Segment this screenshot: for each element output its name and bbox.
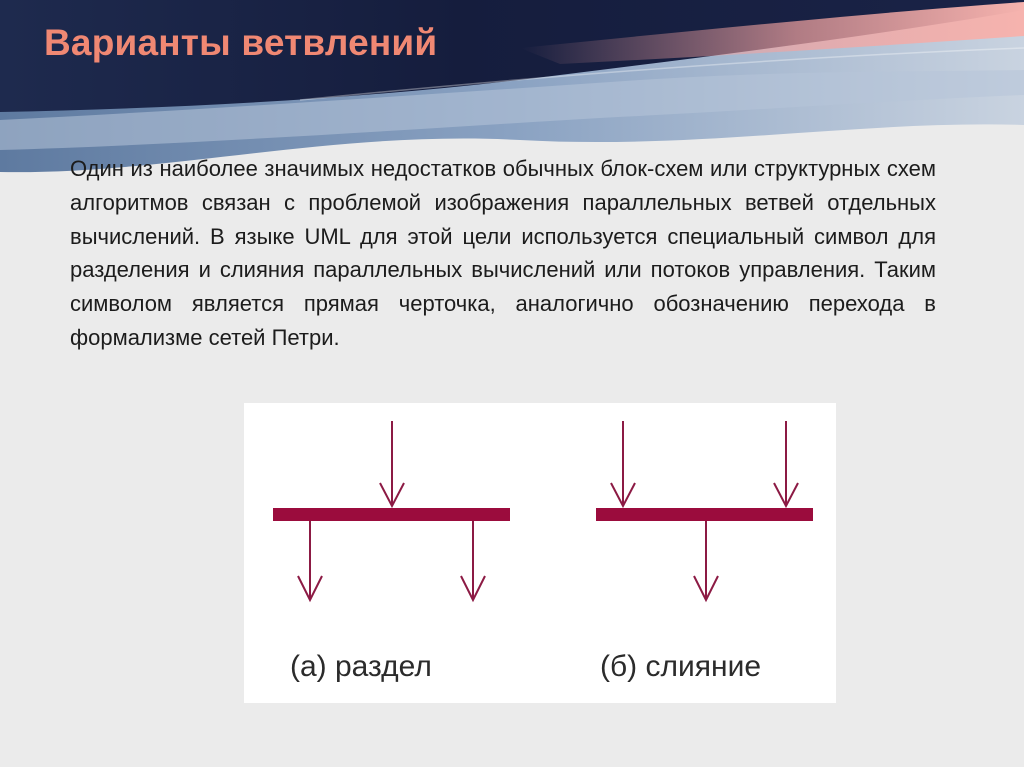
merge-bar <box>596 508 813 521</box>
body-paragraph: Один из наиболее значимых недостатков обычных блок-схем или структурных схем алгоритмов связан с проблемой изображения параллельных ветвей отдельных вычислений. В языке UML для этой цели используется специальный символ для разделения и слияния параллельных вычислений или потоков управления. Таким символом является прямая черточка, аналогично обозначению перехода в формализме сетей Петри. <box>70 156 936 350</box>
merge-label: (б) слияние <box>600 650 762 683</box>
split-label: (а) раздел <box>290 650 432 683</box>
merge-diagram <box>596 421 813 600</box>
slide-title: Варианты ветвлений <box>44 22 438 63</box>
split-diagram <box>273 421 510 600</box>
branching-figure <box>244 403 836 703</box>
split-bar <box>273 508 510 521</box>
